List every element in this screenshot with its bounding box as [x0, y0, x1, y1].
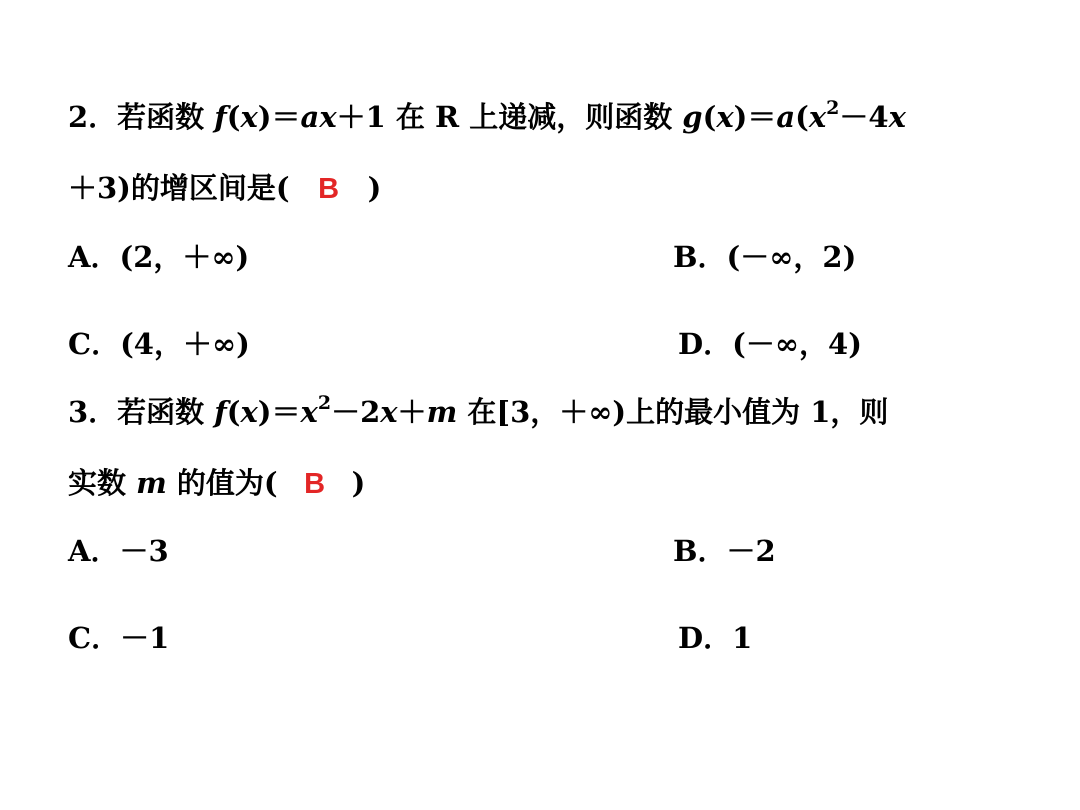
- q2-x-symbol: x: [808, 100, 827, 134]
- q3-x-symbol: x: [240, 395, 258, 429]
- q3-x-symbol: x: [300, 395, 318, 429]
- q2-option-b: B．(－∞，2): [673, 240, 857, 274]
- q3-x-symbol: x: [380, 395, 398, 429]
- q2-close-paren: ): [367, 171, 382, 205]
- q3-minus-two: －2: [331, 395, 381, 429]
- q2-paren: (: [702, 100, 717, 134]
- q2-equals: )＝: [257, 100, 301, 134]
- q2-a-symbol: a: [776, 100, 796, 134]
- q3-answer: B: [304, 468, 326, 500]
- q3-close-paren: ): [351, 466, 366, 500]
- q2-stem-text: ＋1 在 R 上递减，则函数: [336, 100, 683, 134]
- q3-stem-line2: [68, 463, 365, 504]
- q3-paren: (: [226, 395, 241, 429]
- q2-x-symbol: x: [716, 100, 734, 134]
- q2-answer: B: [318, 173, 340, 205]
- q2-option-d: D．(－∞，4): [678, 327, 862, 361]
- q2-option-a: A．(2，＋∞): [68, 240, 250, 274]
- q3-option-c: C．－1: [68, 621, 170, 655]
- q3-stem-line1: [68, 392, 888, 436]
- q2-x-symbol: x: [240, 100, 258, 134]
- q3-option-d: D．1: [678, 621, 753, 655]
- q2-ax-symbol: ax: [300, 100, 337, 134]
- q2-stem-text: ＋3)的增区间是(: [68, 171, 290, 205]
- q3-stem-text: 实数: [68, 466, 137, 500]
- q2-g-symbol: g: [682, 100, 703, 134]
- q2-stem-line2: [68, 168, 381, 209]
- q3-m-symbol: m: [426, 395, 458, 429]
- q2-f-symbol: f: [214, 100, 227, 134]
- q3-stem-text: 的值为(: [166, 466, 278, 500]
- q2-stem-line1: [68, 97, 906, 141]
- q3-f-symbol: f: [214, 395, 227, 429]
- q2-paren: (: [795, 100, 809, 134]
- q3-option-a: A．－3: [68, 534, 169, 568]
- q3-plus: ＋: [397, 395, 427, 429]
- q2-exponent: 2: [826, 97, 840, 119]
- q2-equals: )＝: [733, 100, 777, 134]
- q2-x-symbol: x: [888, 100, 906, 134]
- q3-option-b: B．－2: [673, 534, 776, 568]
- q3-stem-text: 在[3，＋∞)上的最小值为 1，则: [457, 395, 889, 429]
- q3-m-symbol: m: [136, 466, 167, 500]
- q2-number-text: 2．若函数: [68, 100, 215, 134]
- q2-paren: (: [226, 100, 241, 134]
- q3-equals: )＝: [257, 395, 301, 429]
- q2-option-c: C．(4，＋∞): [68, 327, 250, 361]
- q3-number-text: 3．若函数: [68, 395, 215, 429]
- q2-minus-four: －4: [839, 100, 889, 134]
- q3-exponent: 2: [317, 392, 332, 414]
